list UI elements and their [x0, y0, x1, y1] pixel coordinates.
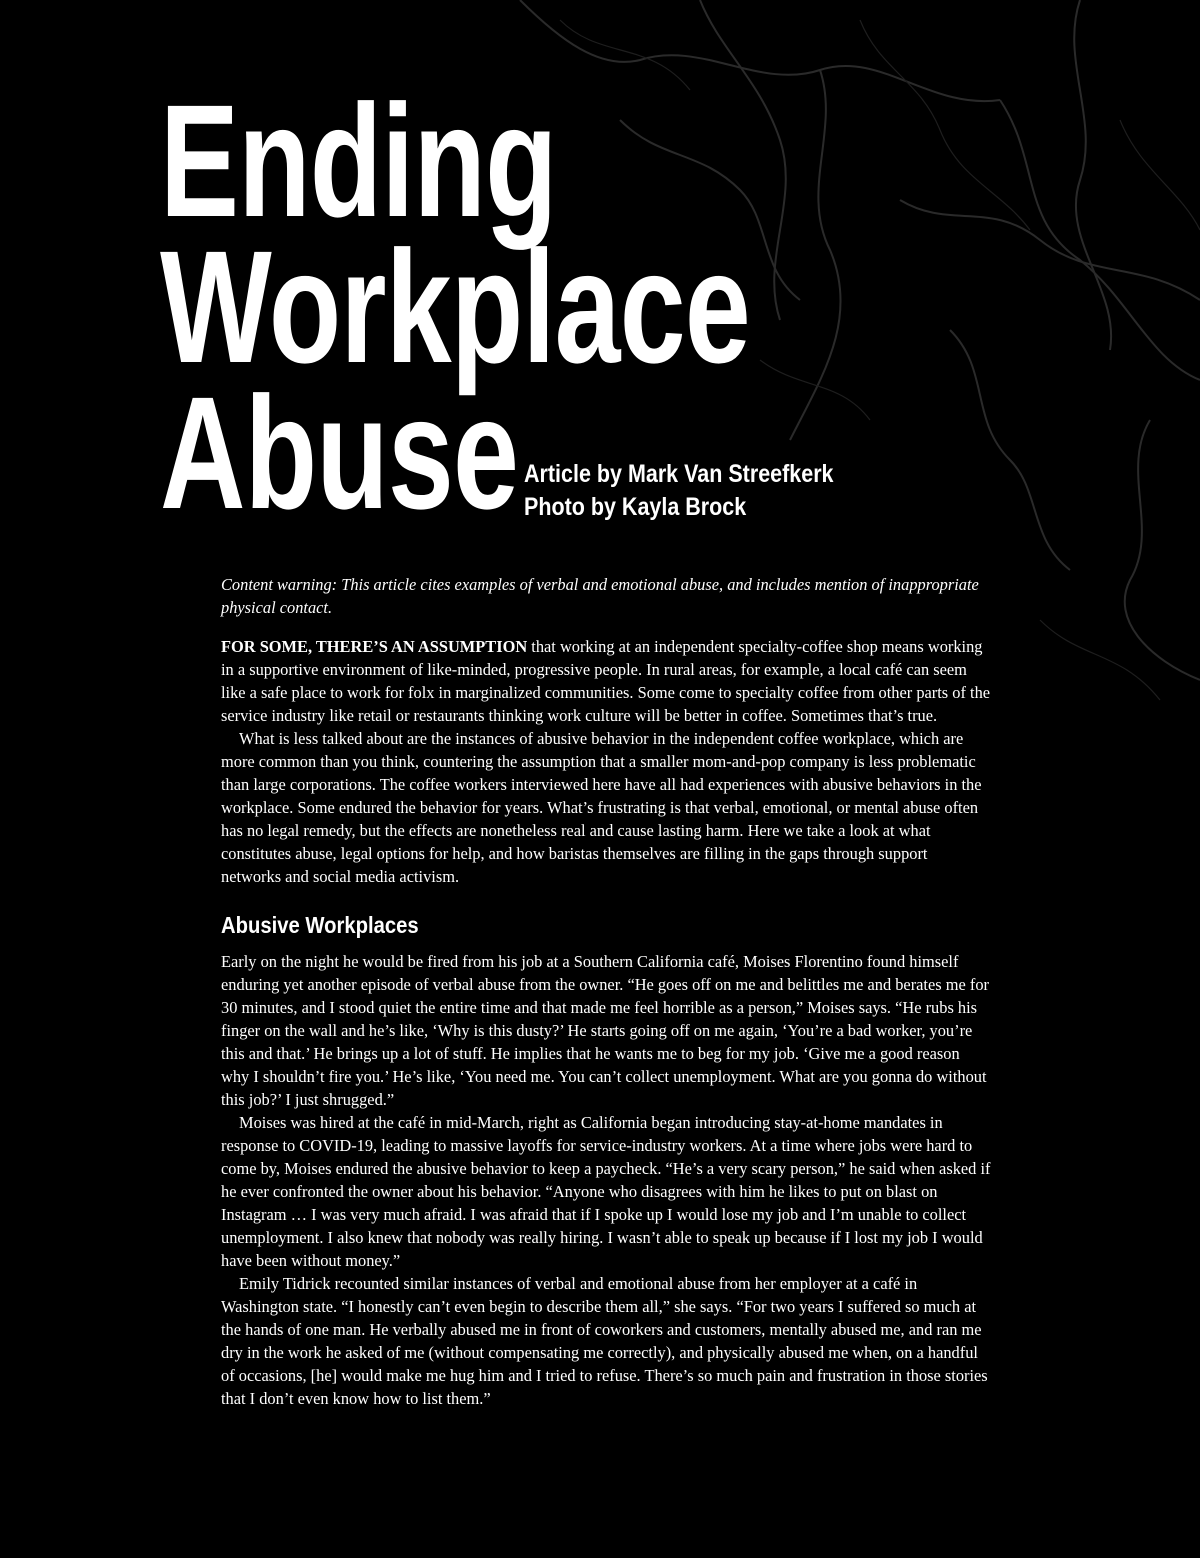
paragraph: Early on the night he would be fired from his job at a Southern California café, Moises Florentino found himself enduring yet another episode of verbal abuse from the owner. “He goes off on me and belittles me and berates me for 30 minutes, and I stood quiet the entire time and that made me feel horrible as a person,” Moises says. “He rubs his finger on the wall and he’s like, ‘Why is this dusty?’ He starts going off on me again, ‘You’re a bad worker, you’re this and that.’ He brings up a lot of stuff. He implies that he wants me to beg for my job. ‘Give me a good reason why I shouldn’t fire you.’ He’s like, ‘You need me. You can’t collect unemployment. What are you gonna do without this job?’ I just shrugged.”	[221, 952, 989, 1109]
section-heading: Abusive Workplaces	[221, 912, 419, 938]
paragraph: What is less talked about are the instances of abusive behavior in the independent coffee workplace, which are more common than you think, countering the assumption that a smaller mom-and-pop company is less problematic than large corporations. The coffee workers interviewed here have all had experiences with abusive behaviors in the workplace. Some endured the behavior for years. What’s frustrating is that verbal, emotional, or mental abuse often has no legal remedy, but the effects are nonetheless real and cause lasting harm. Here we take a look at what constitutes abuse, legal options for help, and how baristas themselves are filling in the gaps through support networks and social media activism.	[221, 729, 982, 886]
photo-credit: Photo by Kayla Brock	[524, 493, 747, 521]
content-warning: Content warning: This article cites examples of verbal and emotional abuse, and includes mention of inappropriate physical contact.	[221, 575, 979, 617]
intro-paragraph	[221, 635, 991, 727]
article-credit: Article by Mark Van Streefkerk	[524, 460, 834, 488]
title-line-1: Ending	[160, 71, 557, 250]
paragraph: Emily Tidrick recounted similar instances of verbal and emotional abuse from her employer at a café in Washington state. “I honestly can’t even begin to describe them all,” she says. “For two years I suffered so much at the hands of one man. He verbally abused me in front of coworkers and customers, mentally abused me, and ran me dry in the work he asked of me (without compensating me correctly), and physically abused me when, on a handful of occasions, [he] would make me hug him and I tried to refuse. There’s so much pain and frustration in those stories that I don’t even know how to list them.”	[221, 1274, 988, 1408]
title-line-3: Abuse	[160, 363, 519, 542]
lead-in: FOR SOME, THERE’S AN ASSUMPTION	[221, 637, 528, 656]
intro-text: that working at an independent specialty-coffee shop means working in a supportive environment of like-minded, progressive people. In rural areas, for example, a local café can seem like a safe place to work for folx in marginalized communities. Some come to specialty coffee from other parts of the service industry like retail or restaurants thinking work culture will be better in coffee. Sometimes that’s true.	[221, 637, 991, 725]
article-body	[221, 573, 991, 1410]
paragraph: Moises was hired at the café in mid-March, right as California began introducing stay-at-home mandates in response to COVID-19, leading to massive layoffs for service-industry workers. At a time where jobs were hard to come by, Moises endured the abusive behavior to keep a paycheck. “He’s a very scary person,” he said when asked if he ever confronted the owner about his behavior. “Anyone who disagrees with him he likes to put on blast on Instagram … I was very much afraid. I was afraid that if I spoke up I would lose my job and I’m unable to collect unemployment. I also knew that nobody was really hiring. I wasn’t able to speak up because if I lost my job I would have been without money.”	[221, 1113, 991, 1270]
byline	[524, 458, 834, 524]
title-line-2: Workplace	[160, 217, 750, 396]
